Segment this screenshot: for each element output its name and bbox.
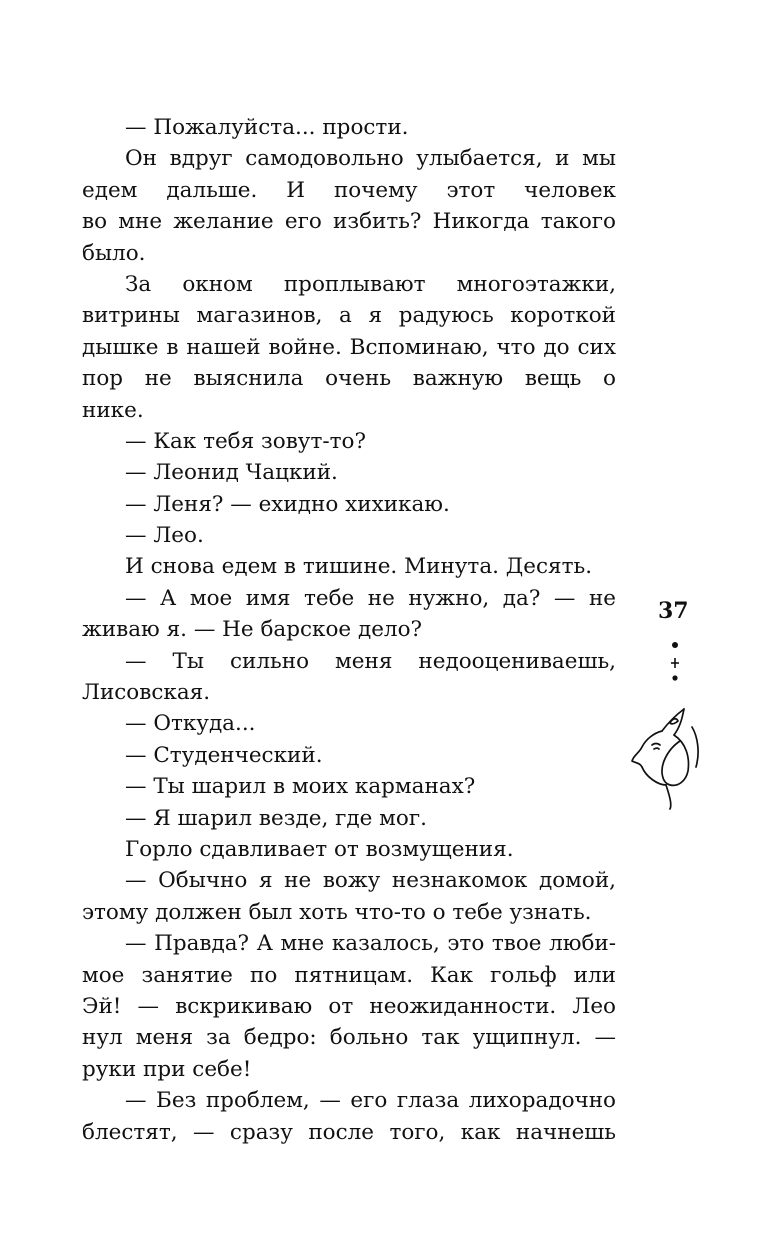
text-line: — Студенческий. xyxy=(125,742,323,768)
text-line: нул меня за бедро: больно так ущипнул. — xyxy=(82,1025,616,1051)
text-line: — Без проблем, — его глаза лихорадочно xyxy=(125,1088,616,1114)
text-line: мое занятие по пятницам. Как гольф или xyxy=(82,962,616,988)
text-line: живаю я. — Не барское дело? xyxy=(82,617,423,643)
dots-ornament-icon xyxy=(665,640,685,690)
text-line: едем дальше. И почему этот человек xyxy=(82,177,616,203)
text-line: За окном проплывают многоэтажки, xyxy=(125,271,616,297)
text-line: — Правда? А мне казалось, это твое люби- xyxy=(125,931,616,957)
text-line: И снова едем в тишине. Минута. Десять. xyxy=(125,554,593,580)
text-line: витрины магазинов, а я радуюсь короткой xyxy=(82,303,616,329)
text-line: — Леня? — ехидно хихикаю. xyxy=(125,491,450,517)
text-line: — Обычно я не вожу незнакомок домой, xyxy=(125,868,616,894)
text-line: — Пожалуйста... прости. xyxy=(125,115,409,140)
text-line: руки при себе! xyxy=(82,1056,252,1082)
text-line: дышке в нашей войне. Вспоминаю, что до сих xyxy=(82,334,616,360)
text-line: — Ты шарил в моих карманах? xyxy=(125,774,476,800)
text-line: во мне желание его избить? Никогда такого xyxy=(82,209,616,235)
text-line: Лисовская. xyxy=(82,680,211,706)
text-line: — Ты сильно меня недооцениваешь, xyxy=(125,648,616,674)
fox-face-logo-icon xyxy=(630,705,702,814)
text-line: — Я шарил везде, где мог. xyxy=(125,805,427,831)
body-text xyxy=(82,112,616,1148)
page-number: 37 xyxy=(658,598,689,624)
text-line: Горло сдавливает от возмущения. xyxy=(125,836,514,862)
text-line: — А мое имя тебе не нужно, да? — не xyxy=(125,585,616,611)
text-line: — Как тебя зовут-то? xyxy=(125,428,366,454)
text-line: — Откуда... xyxy=(125,711,256,737)
text-line: этому должен был хоть что-то о тебе узнать. xyxy=(82,899,592,925)
text-line: блестят, — сразу после того, как начнешь xyxy=(82,1119,616,1145)
text-line: нике. xyxy=(82,397,144,423)
text-line: Он вдруг самодовольно улыбается, и мы xyxy=(125,146,616,172)
text-line: пор не выяснила очень важную вещь о xyxy=(82,366,616,392)
text-line: Эй! — вскрикиваю от неожиданности. Лео xyxy=(82,993,616,1019)
text-line: — Леонид Чацкий. xyxy=(125,460,338,486)
text-line: было. xyxy=(82,240,146,266)
text-line: — Лео. xyxy=(125,523,204,549)
